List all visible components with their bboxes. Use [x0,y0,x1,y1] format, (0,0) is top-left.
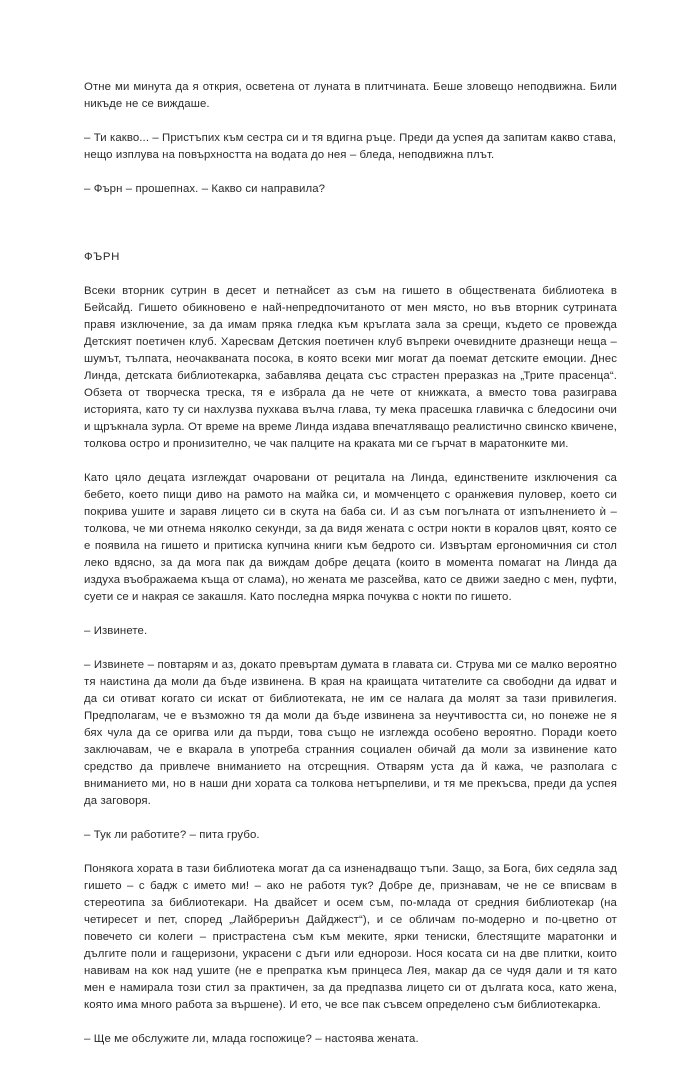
document-page [84,79,617,1065]
body-paragraph-7: – Ще ме обслужите ли, млада госпожице? – настоява жената. [84,1033,419,1045]
body-paragraph-2: Като цяло децата изглеждат очаровани от рецитала на Линда, единствените изключения са бебето, което пищи диво на рамото на майка си, и момченцето с оранжевия пуловер, което си покрива ушите и заравя лицето си в скута на баба си. И аз съм погълната от изпълнението ѝ – толкова, че ми отнема няколко секунди, за да видя жената с остри нокти в коралов цвят, която се е появила на гишето и притиска купчина книги към бедрото си. Извъртам ергономичния си стол леко вдясно, за да мога пак да виждам добре децата (които в момента помагат на Линда да издуха въображаема къща от слама), но жената ме разсейва, като се движи заедно с мен, пуфти, суети се и накрая се закашля. Като последна мярка почуква с нокти по гишето. [84,472,617,603]
body-paragraph-6: Понякога хората в тази библиотека могат да са изненадващо тъпи. Защо, за Бога, бих седяла зад гишето – с бадж с името ми! – ако не работя тук? Добре де, признавам, че не се вписвам в стереотипа за библиотекари. На двайсет и осем съм, по-млада от средния библиотекар (на четиресет и пет, според „Лайбрериън Дайджест“), и се обличам по-модерно и по-цветно от повечето си колеги – пристрастена съм към меките, ярки тениски, блестящите маратонки и дългите поли и гащеризони, украсени с дъги или еднорози. Нося косата си на две плитки, които навивам на кок над ушите (не е препратка към принцеса Лея, макар да се чудя дали и тя като мен е намирала този стил за практичен, за да предпазва лицето си от дългата коса, като жена, която има много работа за вършене). И ето, че все пак съвсем определено съм библиотекарка. [84,863,617,1011]
intro-paragraph-2: – Ти какво... – Пристъпих към сестра си и тя вдигна ръце. Преди да успея да запитам какво става, нещо изплува на повърхността на водата до нея – бледа, неподвижна плът. [84,132,617,161]
intro-paragraph-3: – Фърн – прошепнах. – Какво си направила? [84,183,326,195]
body-paragraph-3: – Извинете. [84,625,148,637]
section-gap [84,215,617,249]
intro-paragraph-1: Отне ми минута да я открия, осветена от луната в плитчината. Беше зловещо неподвижна. Били никъде не се виждаше. [84,81,617,110]
body-paragraph-4: – Извинете – повтарям и аз, докато превъртам думата в главата си. Струва ми се малко вероятно тя наистина да моли да бъде извинена. В края на краищата читателите са свободни да идват и да си отиват когато си искат от библиотеката, не им се налага да молят за тази привилегия. Предполагам, че е възможно тя да моли да бъде извинена за неучтивостта си, но понеже не я бях чула да се оригва или да пърди, това също не изглежда особено вероятно. Поради което заключавам, че е вкарала в употреба странния социален обичай да моли за извинение като средство да привлече вниманието на отсрещния. Отварям уста да й кажа, че разполага с вниманието ми, но в наши дни хората са толкова нетърпеливи, и тя ме прекъсва, преди да успея да заговоря. [84,659,617,807]
body-paragraph-1: Всеки вторник сутрин в десет и петнайсет аз съм на гишето в обществената библиотека в Бейсайд. Гишето обикновено е най-непредпочитаното от мен място, но във вторник сутрината правя изключение, за да имам пряка гледка към кръглата зала за срещи, където се провежда Детският поетичен клуб. Харесвам Детския поетичен клуб въпреки очевидните дразнещи неща – шумът, тълпата, неочакваната посока, в която всеки миг могат да поемат детските емоции. Днес Линда, детската библиотекарка, забавлява децата със страстен преразказ на „Трите прасенца“. Обзета от творческа треска, тя е избрала да не чете от книжката, а вместо това разиграва историята, като ту си нахлузва пухкава вълча глава, ту мека прасешка главичка с бледосини очи и щръкнала зурла. От време на време Линда издава впечатляващо реалистично свинско квичене, толкова остро и пронизително, че чак палците на краката ми се гърчат в маратонките ми. [84,285,617,450]
body-paragraph-5: – Тук ли работите? – пита грубо. [84,829,260,841]
chapter-title: ФЪРН [84,251,120,263]
